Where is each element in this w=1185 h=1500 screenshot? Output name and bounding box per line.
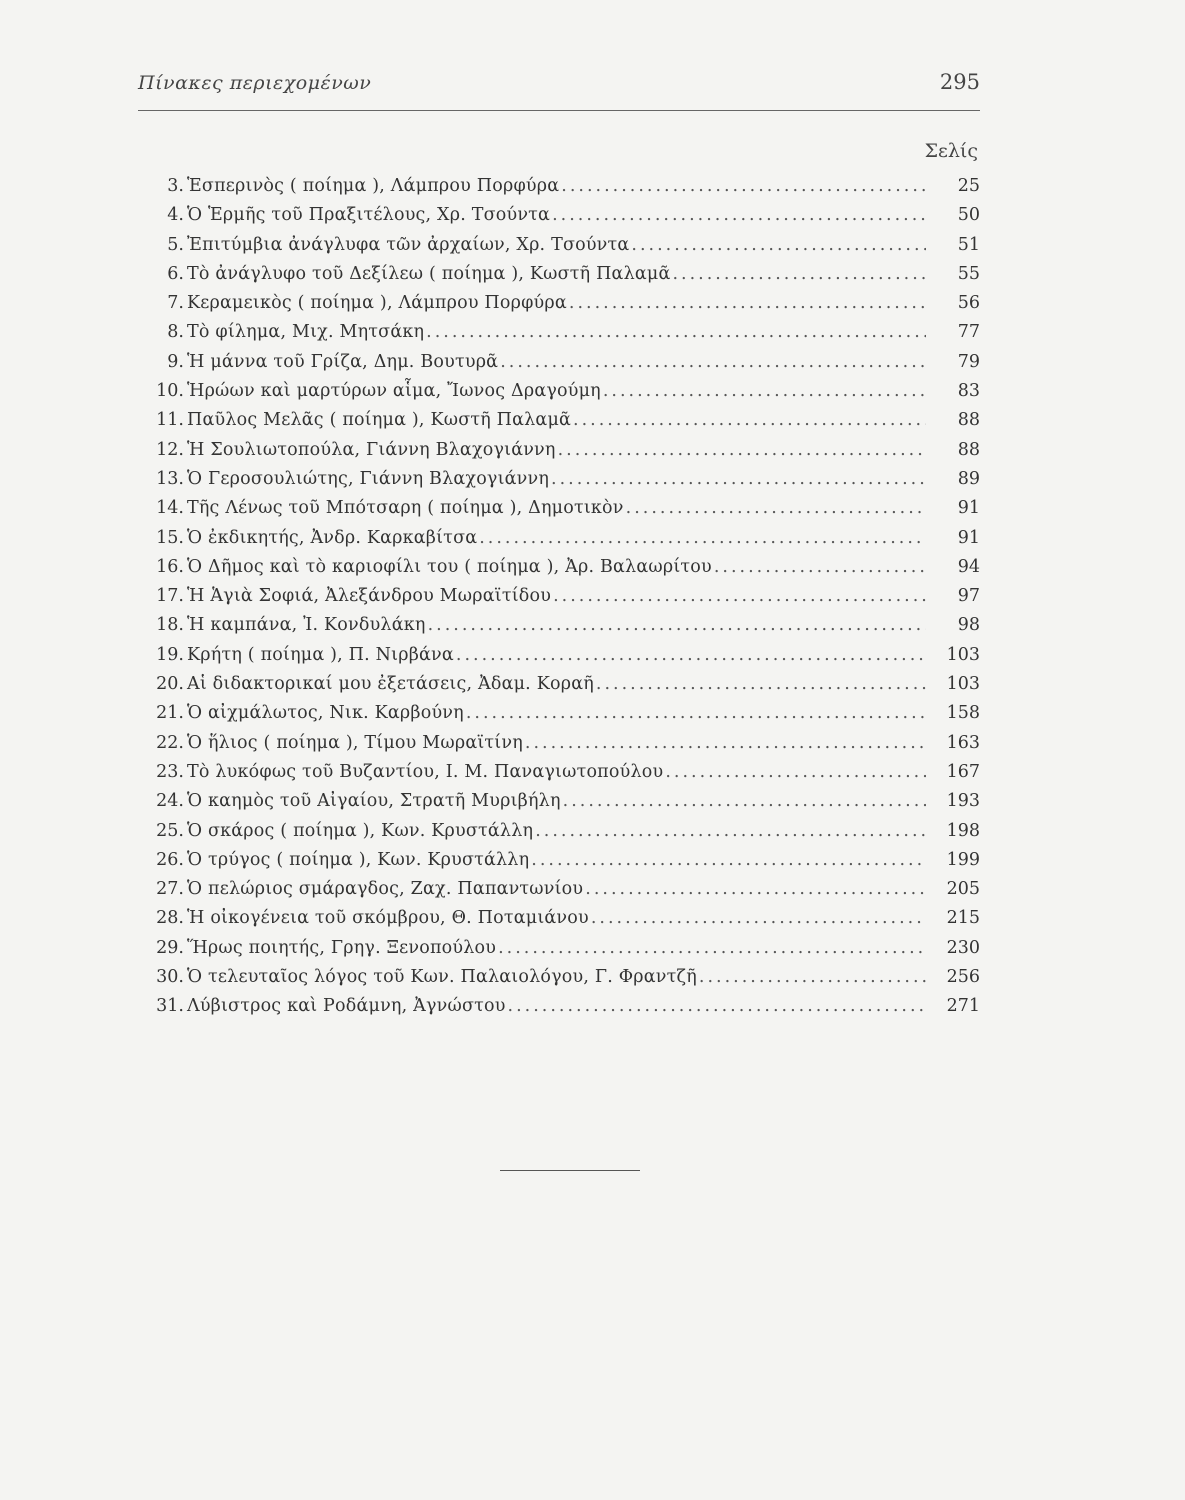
toc-entry-number: 25. (156, 820, 184, 841)
dot-leader (552, 201, 926, 230)
toc-entry (140, 875, 980, 904)
toc-entry-title: Τὸ φίλημα, Μιχ. Μητσάκη (187, 322, 425, 343)
toc-entry (140, 553, 980, 582)
toc-entry-page: 77 (957, 322, 980, 343)
dot-leader (573, 406, 926, 435)
toc-entry (140, 377, 980, 406)
toc-entry-page: 98 (957, 615, 980, 636)
toc-entry-number: 14. (156, 498, 184, 519)
toc-entry-number: 9. (167, 351, 184, 372)
toc-entry (140, 318, 980, 347)
dot-leader (525, 729, 926, 758)
dot-leader (558, 436, 926, 465)
toc-entry (140, 436, 980, 465)
toc-entry (140, 231, 980, 260)
toc-entry-page: 199 (946, 849, 980, 870)
dot-leader (456, 641, 926, 670)
toc-entry-title: Ὁ Ἑρμῆς τοῦ Πραξιτέλους, Χρ. Τσούντα (187, 205, 551, 226)
toc-entry-number: 23. (156, 761, 184, 782)
dot-leader (531, 846, 926, 875)
dot-leader (714, 553, 926, 582)
toc-entry (140, 494, 980, 523)
toc-entry-number: 28. (156, 908, 184, 929)
toc-entry-title: Ὁ αἰχμάλωτος, Νικ. Καρβούνη (187, 703, 464, 724)
dot-leader (596, 670, 926, 699)
toc-entry-title: Λύβιστρος καὶ Ροδάμνη, Ἀγνώστου (187, 996, 506, 1017)
toc-entry-page: 103 (946, 674, 980, 695)
toc-entry-title: Ὁ σκάρος ( ποίημα ), Κων. Κρυστάλλη (187, 820, 534, 841)
toc-entry-page: 103 (946, 644, 980, 665)
dot-leader (508, 992, 926, 1021)
toc-entry-title: Ἐπιτύμβια ἀνάγλυφα τῶν ἀρχαίων, Χρ. Τσούντα (187, 234, 630, 255)
toc-entry-title: Ὁ Γεροσουλιώτης, Γιάννη Βλαχογιάννη (187, 468, 550, 489)
dot-leader (479, 524, 926, 553)
toc-entry-page: 56 (957, 293, 980, 314)
toc-entry-title: Ὁ καημὸς τοῦ Αἰγαίου, Στρατῆ Μυριβήλη (187, 791, 561, 812)
dot-leader (603, 377, 926, 406)
toc-entry-title: Ἑσπερινὸς ( ποίημα ), Λάμπρου Πορφύρα (187, 176, 560, 196)
toc-entry-title: Ἥρως ποιητής, Γρηγ. Ξενοπούλου (187, 937, 497, 958)
toc-entry-title: Κρήτη ( ποίημα ), Π. Νιρβάνα (187, 644, 454, 665)
toc-entry-page: 83 (957, 381, 980, 402)
toc-entry (140, 348, 980, 377)
toc-entry-page: 94 (957, 556, 980, 577)
toc-entry-number: 27. (156, 879, 184, 900)
dot-leader (428, 611, 926, 640)
toc-entry (140, 641, 980, 670)
toc-entry-page: 91 (957, 527, 980, 548)
toc-entry-title: Ὁ ἥλιος ( ποίημα ), Τίμου Μωραϊτίνη (187, 732, 523, 753)
page-number: 295 (939, 70, 980, 94)
toc-entry-title: Αἱ διδακτορικαί μου ἐξετάσεις, Ἀδαμ. Κοραῆ (187, 674, 594, 695)
toc-entry (140, 729, 980, 758)
toc-entry (140, 465, 980, 494)
toc-entry-page: 205 (946, 879, 980, 900)
toc-entry-title: Ἡ καμπάνα, Ἰ. Κονδυλάκη (187, 615, 426, 636)
toc-entry (140, 289, 980, 318)
dot-leader (585, 875, 926, 904)
toc-entry-number: 4. (167, 205, 184, 226)
toc-entry (140, 787, 980, 816)
toc-entry-title: Ἡ Σουλιωτοπούλα, Γιάννη Βλαχογιάννη (187, 439, 556, 460)
toc-entry-page: 50 (957, 205, 980, 226)
toc-entry-title: Τὸ ἀνάγλυφο τοῦ Δεξίλεω ( ποίημα ), Κωστῆ Παλαμᾶ (187, 263, 671, 284)
toc-entry-number: 8. (167, 322, 184, 343)
toc-entry-number: 16. (156, 556, 184, 577)
toc-entry-number: 19. (156, 644, 184, 665)
dot-leader (569, 289, 926, 318)
toc-entry-number: 12. (156, 439, 184, 460)
dot-leader (631, 231, 926, 260)
toc-entry-title: Ἡρώων καὶ μαρτύρων αἷμα, Ἴωνος Δραγούμη (187, 381, 601, 402)
toc-entry-number: 31. (156, 996, 184, 1017)
toc-entry (140, 172, 980, 201)
toc-entry-number: 7. (167, 293, 184, 314)
toc-entry (140, 201, 980, 230)
toc-entry-number: 20. (156, 674, 184, 695)
toc-entry-number: 30. (156, 967, 184, 988)
toc-entry-number: 22. (156, 732, 184, 753)
toc-entry (140, 670, 980, 699)
dot-leader (535, 817, 926, 846)
toc-entry-number: 17. (156, 586, 184, 607)
toc-entry-title: Κεραμεικὸς ( ποίημα ), Λάμπρου Πορφύρα (187, 293, 567, 314)
toc-entry-title: Ὁ Δῆμος καὶ τὸ καριοφίλι του ( ποίημα ), Ἀρ. Βαλαωρίτου (187, 556, 712, 577)
toc-entry-page: 51 (957, 234, 980, 255)
toc-entry-number: 29. (156, 937, 184, 958)
dot-leader (551, 465, 926, 494)
toc-entry (140, 699, 980, 728)
toc-entry-number: 11. (156, 410, 184, 431)
dot-leader (500, 348, 926, 377)
dot-leader (561, 172, 926, 201)
toc-entry-number: 24. (156, 791, 184, 812)
toc-entry-page: 91 (957, 498, 980, 519)
toc-entry-title: Ἡ Ἁγιὰ Σοφιά, Ἀλεξάνδρου Μωραϊτίδου (187, 586, 552, 607)
toc-entry (140, 611, 980, 640)
toc-entry-title: Ὁ τελευταῖος λόγος τοῦ Κων. Παλαιολόγου, Γ. Φραντζῆ (187, 967, 697, 988)
toc-entry-number: 15. (156, 527, 184, 548)
toc-entry (140, 524, 980, 553)
toc-entry-page: 55 (957, 263, 980, 284)
table-of-contents (140, 172, 980, 1022)
toc-entry (140, 260, 980, 289)
toc-entry (140, 582, 980, 611)
toc-entry-page: 88 (957, 439, 980, 460)
end-rule (500, 1170, 640, 1171)
dot-leader (553, 582, 926, 611)
toc-entry-number: 6. (167, 263, 184, 284)
dot-leader (626, 494, 926, 523)
toc-entry-title: Ἡ μάννα τοῦ Γρίζα, Δημ. Βουτυρᾶ (187, 351, 499, 372)
toc-entry-number: 26. (156, 849, 184, 870)
toc-entry (140, 963, 980, 992)
toc-entry-number: 10. (156, 381, 184, 402)
toc-entry (140, 904, 980, 933)
toc-entry-page: 193 (946, 791, 980, 812)
toc-entry-page: 25 (957, 176, 980, 196)
toc-entry (140, 758, 980, 787)
toc-entry-page: 79 (957, 351, 980, 372)
toc-entry-title: Ἡ οἰκογένεια τοῦ σκόμβρου, Θ. Ποταμιάνου (187, 908, 589, 929)
toc-entry-number: 18. (156, 615, 184, 636)
toc-entry-page: 97 (957, 586, 980, 607)
toc-entry-page: 163 (946, 732, 980, 753)
toc-entry-page: 198 (946, 820, 980, 841)
toc-entry-page: 230 (946, 937, 980, 958)
toc-entry-page: 271 (946, 996, 980, 1017)
toc-entry (140, 992, 980, 1021)
header-title: Πίνακες περιεχομένων (138, 72, 372, 94)
toc-entry-title: Τὸ λυκόφως τοῦ Βυζαντίου, Ι. Μ. Παναγιωτοπούλου (187, 761, 664, 782)
toc-entry (140, 846, 980, 875)
toc-entry (140, 406, 980, 435)
toc-entry-number: 5. (167, 234, 184, 255)
toc-entry-page: 158 (946, 703, 980, 724)
toc-entry-title: Ὁ ἐκδικητής, Ἀνδρ. Καρκαβίτσα (187, 527, 478, 548)
dot-leader (699, 963, 926, 992)
toc-entry-title: Ὁ πελώριος σμάραγδος, Ζαχ. Παπαντωνίου (187, 879, 584, 900)
dot-leader (672, 260, 926, 289)
toc-entry-page: 89 (957, 468, 980, 489)
toc-entry-page: 167 (946, 761, 980, 782)
toc-entry-number: 13. (156, 468, 184, 489)
toc-entry-title: Παῦλος Μελᾶς ( ποίημα ), Κωστῆ Παλαμᾶ (187, 410, 572, 431)
toc-entry (140, 934, 980, 963)
toc-entry-page: 256 (946, 967, 980, 988)
toc-entry (140, 817, 980, 846)
running-header (138, 72, 980, 104)
page-column-heading: Σελίς (924, 140, 978, 162)
dot-leader (563, 787, 926, 816)
toc-entry-title: Τῆς Λένως τοῦ Μπότσαρη ( ποίημα ), Δημοτικὸν (187, 498, 624, 519)
toc-entry-page: 215 (946, 908, 980, 929)
dot-leader (665, 758, 926, 787)
header-rule (138, 110, 980, 111)
toc-entry-number: 21. (156, 703, 184, 724)
dot-leader (498, 934, 926, 963)
dot-leader (466, 699, 926, 728)
dot-leader (426, 318, 926, 347)
toc-entry-number: 3. (167, 176, 184, 196)
toc-entry-page: 88 (957, 410, 980, 431)
toc-entry-title: Ὁ τρύγος ( ποίημα ), Κων. Κρυστάλλη (187, 849, 530, 870)
dot-leader (591, 904, 926, 933)
